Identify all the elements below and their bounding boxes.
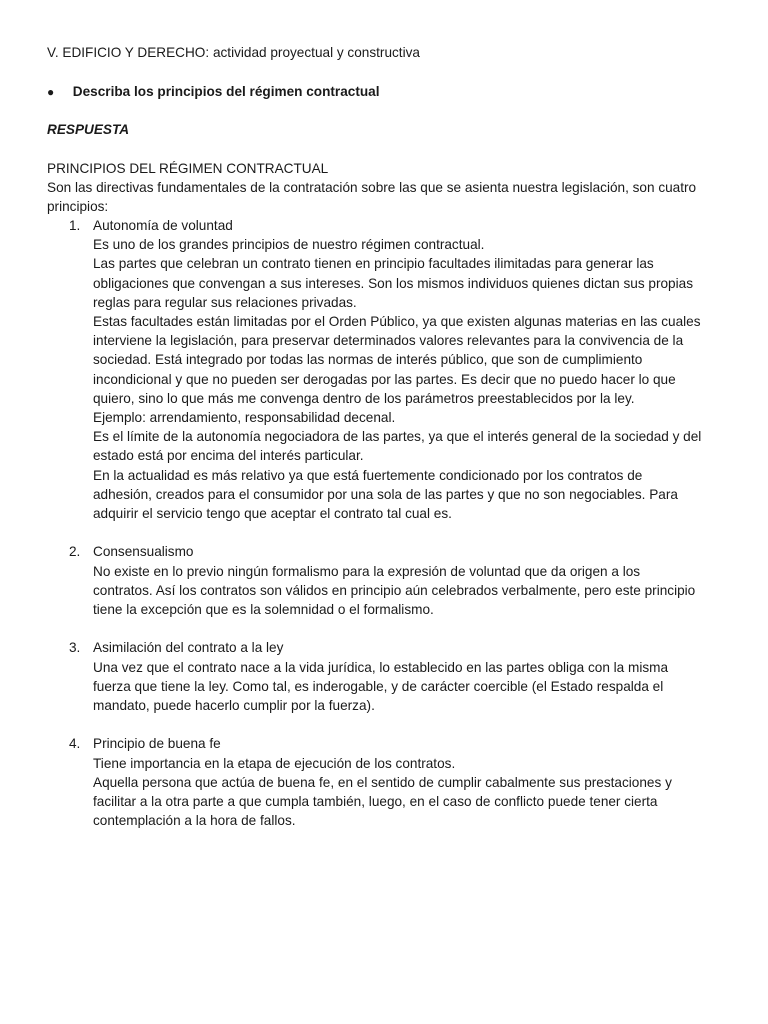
- intro-line: principios:: [47, 199, 109, 215]
- principle-item: [47, 216, 737, 523]
- principle-line: contratos. Así los contratos son válidos en principio aún celebrados verbalmente, pero este principio: [93, 582, 696, 598]
- principle-title: Principio de buena fe: [93, 736, 221, 752]
- principle-title: Asimilación del contrato a la ley: [93, 640, 284, 656]
- principle-title: Consensualismo: [93, 544, 194, 560]
- principle-number: 2.: [69, 544, 81, 560]
- principle-line: contemplación a la hora de fallos.: [93, 813, 296, 829]
- principles-list: [47, 216, 737, 850]
- principle-line: Es el límite de la autonomía negociadora de las partes, ya que el interés general de la sociedad y del: [93, 429, 702, 445]
- principle-line: Una vez que el contrato nace a la vida jurídica, lo establecido en las partes obliga con la misma: [93, 659, 669, 675]
- principle-number: 4.: [69, 736, 81, 752]
- document-title: V. EDIFICIO Y DERECHO: actividad proyectual y constructiva: [47, 45, 420, 60]
- section-intro: [47, 159, 737, 217]
- principle-line: Las partes que celebran un contrato tienen en principio facultades ilimitadas para generar las: [93, 256, 654, 272]
- principle-line: No existe en lo previo ningún formalismo para la expresión de voluntad que da origen a los: [93, 563, 641, 579]
- principle-line: reglas para regular sus relaciones privadas.: [93, 294, 357, 310]
- question-text: Describa los principios del régimen contractual: [72, 84, 380, 99]
- section-heading: PRINCIPIOS DEL RÉGIMEN CONTRACTUAL: [47, 161, 329, 176]
- principle-line: Ejemplo: arrendamiento, responsabilidad decenal.: [93, 410, 396, 426]
- principle-line: tiene la excepción que es la solemnidad o el formalismo.: [93, 602, 434, 618]
- question: [47, 82, 379, 102]
- principle-line: interviene la legislación, para preservar determinados valores relevantes para la convivencia de la: [93, 333, 684, 349]
- principle-title: Autonomía de voluntad: [93, 218, 233, 233]
- principle-line: adquirir el servicio tengo que aceptar el contrato tal cual es.: [93, 506, 452, 522]
- principle-line: quiero, sino lo que más me convenga dentro de los parámetros preestablecidos por la ley.: [93, 390, 635, 406]
- principle-line: Aquella persona que actúa de buena fe, en el sentido de cumplir cabalmente sus prestaciones y: [93, 774, 672, 790]
- answer-label: RESPUESTA: [47, 122, 130, 137]
- principle-line: obligaciones que convengan a sus intereses. Son los mismos individuos quienes dictan sus propias: [93, 275, 693, 291]
- principle-line: Es uno de los grandes principios de nuestro régimen contractual.: [93, 237, 485, 253]
- principle-item: [47, 638, 737, 715]
- principle-line: sociedad. Está integrado por todas las normas de interés público, que son de cumplimiento: [93, 352, 643, 368]
- principle-item: [47, 734, 737, 830]
- principle-number: 3.: [69, 640, 81, 656]
- principle-line: adhesión, creados para el consumidor por una sola de las partes y que no son negociables. Para: [93, 486, 678, 502]
- principle-item: [47, 542, 737, 619]
- principle-line: En la actualidad es más relativo ya que está fuertemente condicionado por los contratos de: [93, 467, 643, 483]
- principle-line: mandato, puede hacerlo cumplir por la fuerza).: [93, 698, 375, 714]
- bullet-icon: ●: [47, 85, 55, 99]
- principle-number: 1.: [69, 218, 81, 233]
- intro-line: Son las directivas fundamentales de la contratación sobre las que se asienta nuestra legislación, son cuatro: [47, 180, 697, 196]
- principle-line: incondicional y que no pueden ser derogadas por las partes. Es decir que no puedo hacer lo que: [93, 371, 676, 387]
- principle-line: fuerza que tiene la ley. Como tal, es inderogable, y de carácter coercible (el Estado respalda el: [93, 678, 664, 694]
- principle-line: facilitar a la otra parte a que cumpla también, luego, en el caso de conflicto puede tener cierta: [93, 794, 658, 810]
- principle-line: Estas facultades están limitadas por el Orden Público, ya que existen algunas materias en las cuales: [93, 314, 701, 330]
- principle-line: estado está por encima del interés particular.: [93, 448, 364, 464]
- principle-line: Tiene importancia en la etapa de ejecución de los contratos.: [93, 755, 456, 771]
